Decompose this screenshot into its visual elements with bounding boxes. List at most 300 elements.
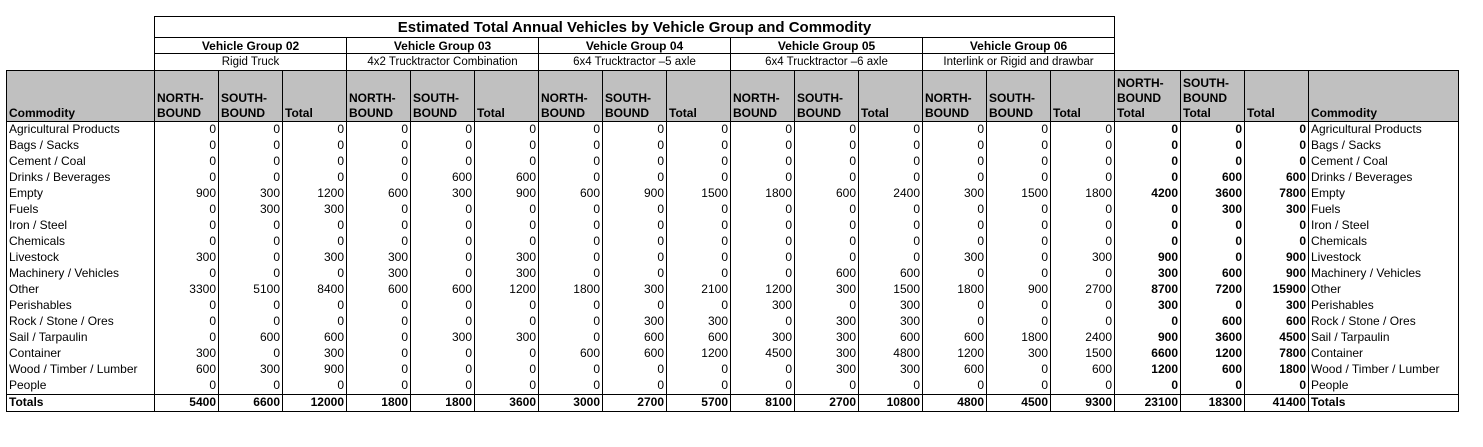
- value-cell: 600: [411, 170, 475, 186]
- value-cell: 900: [1245, 266, 1309, 282]
- group-description: Rigid Truck: [155, 54, 347, 71]
- grand-total-header: Total: [1245, 70, 1309, 121]
- value-cell: 600: [1181, 314, 1245, 330]
- value-cell: 0: [155, 330, 219, 346]
- value-cell: 0: [347, 202, 411, 218]
- value-cell: 0: [1181, 121, 1245, 138]
- total-value-cell: 8100: [731, 394, 795, 411]
- total-value-cell: 6600: [219, 394, 283, 411]
- value-cell: 0: [411, 218, 475, 234]
- value-cell: 0: [923, 170, 987, 186]
- value-cell: 0: [1051, 138, 1115, 154]
- value-cell: 4500: [731, 346, 795, 362]
- value-cell: 0: [283, 298, 347, 314]
- value-cell: 0: [475, 154, 539, 170]
- value-cell: 1200: [667, 346, 731, 362]
- total-header: Total: [859, 70, 923, 121]
- value-cell: 0: [411, 121, 475, 138]
- value-cell: 300: [155, 250, 219, 266]
- value-cell: 0: [603, 362, 667, 378]
- total-header: Total: [667, 70, 731, 121]
- commodity-label: Agricultural Products: [7, 121, 155, 138]
- value-cell: 0: [603, 378, 667, 395]
- value-cell: 0: [731, 362, 795, 378]
- value-cell: 3600: [1181, 186, 1245, 202]
- commodity-label: Chemicals: [7, 234, 155, 250]
- value-cell: 0: [1181, 234, 1245, 250]
- value-cell: 0: [731, 314, 795, 330]
- value-cell: 0: [859, 154, 923, 170]
- value-cell: 0: [283, 314, 347, 330]
- value-cell: 0: [539, 154, 603, 170]
- value-cell: 7800: [1245, 186, 1309, 202]
- value-cell: 900: [283, 362, 347, 378]
- total-value-cell: 5400: [155, 394, 219, 411]
- value-cell: 600: [539, 186, 603, 202]
- value-cell: 600: [347, 186, 411, 202]
- value-cell: 0: [539, 138, 603, 154]
- value-cell: 0: [411, 202, 475, 218]
- commodity-label-right: Iron / Steel: [1309, 218, 1459, 234]
- commodity-label-right: Other: [1309, 282, 1459, 298]
- value-cell: 7800: [1245, 346, 1309, 362]
- table-row: [7, 266, 1459, 282]
- value-cell: 0: [1051, 266, 1115, 282]
- value-cell: 600: [1181, 266, 1245, 282]
- value-cell: 0: [1051, 234, 1115, 250]
- value-cell: 0: [987, 218, 1051, 234]
- value-cell: 0: [1051, 298, 1115, 314]
- total-header: Total: [475, 70, 539, 121]
- value-cell: 600: [603, 330, 667, 346]
- value-cell: 1800: [1245, 362, 1309, 378]
- value-cell: 600: [1245, 314, 1309, 330]
- commodity-label-right: Container: [1309, 346, 1459, 362]
- value-cell: 0: [859, 121, 923, 138]
- value-cell: 600: [1181, 170, 1245, 186]
- spreadsheet: [6, 16, 1459, 412]
- value-cell: 0: [1051, 218, 1115, 234]
- value-cell: 0: [923, 121, 987, 138]
- commodity-label: Cement / Coal: [7, 154, 155, 170]
- value-cell: 0: [155, 234, 219, 250]
- value-cell: 0: [1115, 218, 1181, 234]
- value-cell: 0: [347, 298, 411, 314]
- value-cell: 0: [1115, 234, 1181, 250]
- table-row: [7, 121, 1459, 138]
- table-row: [7, 282, 1459, 298]
- value-cell: 0: [667, 362, 731, 378]
- commodity-label-right: Fuels: [1309, 202, 1459, 218]
- value-cell: 0: [219, 266, 283, 282]
- value-cell: 900: [1115, 250, 1181, 266]
- group-name: Vehicle Group 05: [731, 38, 923, 54]
- value-cell: 300: [795, 282, 859, 298]
- value-cell: 300: [475, 266, 539, 282]
- total-value-cell: 1800: [411, 394, 475, 411]
- value-cell: 0: [795, 250, 859, 266]
- southbound-header: SOUTH-BOUND: [795, 70, 859, 121]
- total-value-cell: 18300: [1181, 394, 1245, 411]
- value-cell: 0: [731, 218, 795, 234]
- value-cell: 0: [1181, 154, 1245, 170]
- value-cell: 0: [283, 218, 347, 234]
- value-cell: 0: [1181, 218, 1245, 234]
- value-cell: 0: [411, 298, 475, 314]
- totals-row: [7, 394, 1459, 411]
- value-cell: 0: [987, 138, 1051, 154]
- value-cell: 0: [539, 121, 603, 138]
- value-cell: 0: [155, 202, 219, 218]
- value-cell: 0: [283, 378, 347, 395]
- value-cell: 300: [475, 330, 539, 346]
- value-cell: 0: [347, 330, 411, 346]
- value-cell: 0: [155, 266, 219, 282]
- value-cell: 0: [155, 154, 219, 170]
- value-cell: 0: [603, 154, 667, 170]
- value-cell: 0: [283, 138, 347, 154]
- commodity-label: Machinery / Vehicles: [7, 266, 155, 282]
- value-cell: 300: [1245, 298, 1309, 314]
- value-cell: 0: [859, 250, 923, 266]
- value-cell: 300: [347, 250, 411, 266]
- value-cell: 0: [283, 154, 347, 170]
- northbound-total-header: NORTH-BOUND Total: [1115, 70, 1181, 121]
- value-cell: 0: [667, 154, 731, 170]
- value-cell: 900: [155, 186, 219, 202]
- value-cell: 0: [731, 154, 795, 170]
- value-cell: 1800: [731, 186, 795, 202]
- commodity-label: Other: [7, 282, 155, 298]
- value-cell: 0: [347, 234, 411, 250]
- value-cell: 0: [795, 138, 859, 154]
- value-cell: 0: [603, 121, 667, 138]
- value-cell: 0: [411, 266, 475, 282]
- value-cell: 600: [923, 362, 987, 378]
- value-cell: 0: [1245, 121, 1309, 138]
- value-cell: 0: [347, 378, 411, 395]
- table-row: [7, 298, 1459, 314]
- group-name: Vehicle Group 06: [923, 38, 1115, 54]
- total-value-cell: 3600: [475, 394, 539, 411]
- commodity-label: Perishables: [7, 298, 155, 314]
- value-cell: 0: [347, 121, 411, 138]
- totals-label-right: Totals: [1309, 394, 1459, 411]
- value-cell: 0: [731, 250, 795, 266]
- value-cell: 0: [475, 298, 539, 314]
- value-cell: 0: [475, 138, 539, 154]
- value-cell: 0: [347, 170, 411, 186]
- value-cell: 0: [219, 154, 283, 170]
- value-cell: 0: [155, 218, 219, 234]
- southbound-header: SOUTH-BOUND: [411, 70, 475, 121]
- value-cell: 0: [987, 202, 1051, 218]
- value-cell: 900: [1115, 330, 1181, 346]
- value-cell: 600: [1051, 362, 1115, 378]
- value-cell: 0: [539, 218, 603, 234]
- value-cell: 900: [603, 186, 667, 202]
- commodity-label-right: People: [1309, 378, 1459, 395]
- value-cell: 0: [859, 378, 923, 395]
- value-cell: 0: [155, 121, 219, 138]
- total-header: Total: [1051, 70, 1115, 121]
- table-row: [7, 378, 1459, 395]
- value-cell: 0: [155, 298, 219, 314]
- value-cell: 0: [1051, 154, 1115, 170]
- value-cell: 0: [347, 154, 411, 170]
- group-description: 4x2 Trucktractor Combination: [347, 54, 539, 71]
- value-cell: 0: [155, 138, 219, 154]
- value-cell: 0: [1051, 202, 1115, 218]
- value-cell: 3300: [155, 282, 219, 298]
- value-cell: 600: [795, 266, 859, 282]
- value-cell: 0: [667, 266, 731, 282]
- value-cell: 0: [219, 314, 283, 330]
- value-cell: 0: [667, 250, 731, 266]
- value-cell: 300: [923, 250, 987, 266]
- value-cell: 0: [539, 330, 603, 346]
- value-cell: 0: [1051, 314, 1115, 330]
- value-cell: 900: [1245, 250, 1309, 266]
- value-cell: 0: [603, 218, 667, 234]
- value-cell: 0: [219, 121, 283, 138]
- value-cell: 3600: [1181, 330, 1245, 346]
- commodity-header: Commodity: [7, 70, 155, 121]
- value-cell: 300: [603, 282, 667, 298]
- value-cell: 0: [1115, 170, 1181, 186]
- value-cell: 0: [795, 218, 859, 234]
- value-cell: 300: [219, 202, 283, 218]
- value-cell: 0: [859, 218, 923, 234]
- value-cell: 0: [539, 170, 603, 186]
- value-cell: 0: [795, 298, 859, 314]
- commodity-label-right: Agricultural Products: [1309, 121, 1459, 138]
- value-cell: 0: [667, 202, 731, 218]
- value-cell: 0: [603, 234, 667, 250]
- value-cell: 0: [923, 378, 987, 395]
- value-cell: 300: [795, 314, 859, 330]
- value-cell: 0: [347, 218, 411, 234]
- northbound-header: NORTH-BOUND: [731, 70, 795, 121]
- value-cell: 1800: [1051, 186, 1115, 202]
- total-value-cell: 5700: [667, 394, 731, 411]
- value-cell: 0: [667, 121, 731, 138]
- value-cell: 0: [731, 378, 795, 395]
- value-cell: 300: [987, 346, 1051, 362]
- value-cell: 0: [603, 138, 667, 154]
- value-cell: 0: [475, 378, 539, 395]
- value-cell: 2700: [1051, 282, 1115, 298]
- value-cell: 300: [1115, 298, 1181, 314]
- value-cell: 0: [475, 121, 539, 138]
- value-cell: 0: [475, 202, 539, 218]
- value-cell: 0: [411, 362, 475, 378]
- total-value-cell: 4500: [987, 394, 1051, 411]
- value-cell: 0: [603, 250, 667, 266]
- value-cell: 0: [795, 121, 859, 138]
- value-cell: 2400: [1051, 330, 1115, 346]
- group-name: Vehicle Group 03: [347, 38, 539, 54]
- value-cell: 0: [987, 121, 1051, 138]
- value-cell: 0: [1115, 378, 1181, 395]
- value-cell: 300: [283, 346, 347, 362]
- value-cell: 0: [155, 378, 219, 395]
- value-cell: 300: [155, 346, 219, 362]
- value-cell: 300: [283, 202, 347, 218]
- value-cell: 300: [1051, 250, 1115, 266]
- table-row: [7, 250, 1459, 266]
- value-cell: 0: [667, 234, 731, 250]
- value-cell: 0: [987, 266, 1051, 282]
- value-cell: 0: [859, 138, 923, 154]
- group-row: [7, 38, 1459, 54]
- commodity-label: Iron / Steel: [7, 218, 155, 234]
- total-value-cell: 4800: [923, 394, 987, 411]
- table-row: [7, 202, 1459, 218]
- value-cell: 0: [987, 362, 1051, 378]
- value-cell: 600: [603, 346, 667, 362]
- table-row: [7, 154, 1459, 170]
- commodity-label-right: Drinks / Beverages: [1309, 170, 1459, 186]
- value-cell: 0: [539, 378, 603, 395]
- value-cell: 8400: [283, 282, 347, 298]
- vehicle-table: [6, 16, 1459, 412]
- value-cell: 0: [219, 298, 283, 314]
- table-title: Estimated Total Annual Vehicles by Vehicle Group and Commodity: [155, 17, 1115, 38]
- value-cell: 1500: [987, 186, 1051, 202]
- value-cell: 0: [667, 298, 731, 314]
- group-description: 6x4 Trucktractor –6 axle: [731, 54, 923, 71]
- value-cell: 0: [283, 170, 347, 186]
- value-cell: 0: [667, 378, 731, 395]
- title-row: [7, 17, 1459, 38]
- commodity-label-right: Rock / Stone / Ores: [1309, 314, 1459, 330]
- value-cell: 0: [1115, 138, 1181, 154]
- total-value-cell: 9300: [1051, 394, 1115, 411]
- value-cell: 0: [1115, 121, 1181, 138]
- value-cell: 300: [219, 362, 283, 378]
- value-cell: 300: [1115, 266, 1181, 282]
- column-header-row: [7, 70, 1459, 121]
- group-description: 6x4 Trucktractor –5 axle: [539, 54, 731, 71]
- value-cell: 300: [795, 362, 859, 378]
- value-cell: 0: [987, 314, 1051, 330]
- value-cell: 7200: [1181, 282, 1245, 298]
- value-cell: 0: [1181, 250, 1245, 266]
- value-cell: 1200: [475, 282, 539, 298]
- value-cell: 0: [539, 266, 603, 282]
- value-cell: 600: [219, 330, 283, 346]
- value-cell: 600: [667, 330, 731, 346]
- value-cell: 600: [475, 170, 539, 186]
- northbound-header: NORTH-BOUND: [539, 70, 603, 121]
- value-cell: 0: [411, 234, 475, 250]
- value-cell: 1200: [731, 282, 795, 298]
- value-cell: 0: [411, 250, 475, 266]
- commodity-label: People: [7, 378, 155, 395]
- value-cell: 0: [667, 218, 731, 234]
- group-name: Vehicle Group 02: [155, 38, 347, 54]
- group-description: Interlink or Rigid and drawbar: [923, 54, 1115, 71]
- value-cell: 600: [539, 346, 603, 362]
- value-cell: 0: [539, 362, 603, 378]
- value-cell: 0: [795, 170, 859, 186]
- value-cell: 300: [795, 330, 859, 346]
- value-cell: 5100: [219, 282, 283, 298]
- value-cell: 0: [667, 170, 731, 186]
- commodity-label: Rock / Stone / Ores: [7, 314, 155, 330]
- value-cell: 0: [1115, 202, 1181, 218]
- table-row: [7, 346, 1459, 362]
- commodity-label-right: Bags / Sacks: [1309, 138, 1459, 154]
- value-cell: 0: [1115, 154, 1181, 170]
- value-cell: 0: [155, 314, 219, 330]
- northbound-header: NORTH-BOUND: [923, 70, 987, 121]
- value-cell: 2100: [667, 282, 731, 298]
- value-cell: 300: [411, 330, 475, 346]
- table-row: [7, 218, 1459, 234]
- value-cell: 0: [219, 346, 283, 362]
- total-value-cell: 1800: [347, 394, 411, 411]
- value-cell: 0: [923, 138, 987, 154]
- value-cell: 0: [987, 298, 1051, 314]
- value-cell: 300: [667, 314, 731, 330]
- value-cell: 600: [859, 330, 923, 346]
- value-cell: 0: [987, 378, 1051, 395]
- value-cell: 1800: [539, 282, 603, 298]
- commodity-label-right: Machinery / Vehicles: [1309, 266, 1459, 282]
- commodity-label-right: Empty: [1309, 186, 1459, 202]
- value-cell: 0: [795, 378, 859, 395]
- totals-label: Totals: [7, 394, 155, 411]
- total-value-cell: 12000: [283, 394, 347, 411]
- value-cell: 0: [539, 234, 603, 250]
- value-cell: 0: [347, 314, 411, 330]
- value-cell: 0: [475, 234, 539, 250]
- value-cell: 0: [539, 314, 603, 330]
- value-cell: 0: [667, 138, 731, 154]
- value-cell: 0: [1115, 314, 1181, 330]
- value-cell: 0: [219, 250, 283, 266]
- total-value-cell: 23100: [1115, 394, 1181, 411]
- group-desc-row: [7, 54, 1459, 71]
- value-cell: 0: [1181, 138, 1245, 154]
- table-row: [7, 330, 1459, 346]
- value-cell: 1200: [923, 346, 987, 362]
- value-cell: 300: [411, 186, 475, 202]
- total-value-cell: 2700: [795, 394, 859, 411]
- value-cell: 0: [1245, 378, 1309, 395]
- value-cell: 0: [923, 234, 987, 250]
- commodity-label-right: Sail / Tarpaulin: [1309, 330, 1459, 346]
- value-cell: 0: [539, 202, 603, 218]
- value-cell: 1500: [1051, 346, 1115, 362]
- commodity-label: Empty: [7, 186, 155, 202]
- value-cell: 0: [923, 314, 987, 330]
- value-cell: 300: [1181, 202, 1245, 218]
- commodity-label: Drinks / Beverages: [7, 170, 155, 186]
- value-cell: 0: [923, 154, 987, 170]
- value-cell: 0: [603, 170, 667, 186]
- value-cell: 0: [731, 266, 795, 282]
- value-cell: 0: [1051, 378, 1115, 395]
- table-row: [7, 314, 1459, 330]
- value-cell: 0: [1245, 234, 1309, 250]
- value-cell: 2400: [859, 186, 923, 202]
- value-cell: 0: [539, 298, 603, 314]
- table-row: [7, 170, 1459, 186]
- commodity-label: Container: [7, 346, 155, 362]
